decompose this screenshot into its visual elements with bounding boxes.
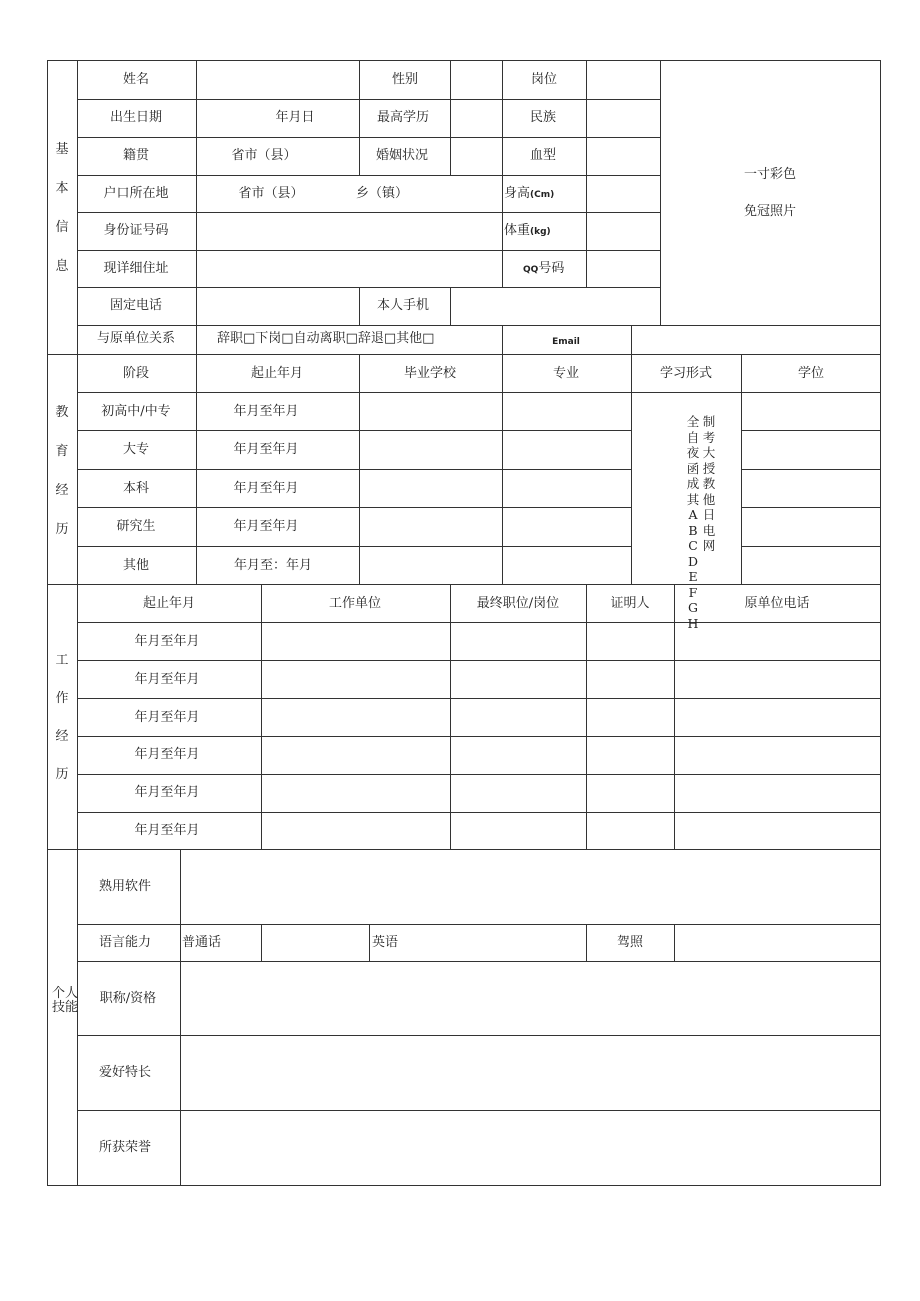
col-line — [502, 60, 503, 175]
birth-value: 年月日 — [275, 110, 315, 125]
col-line — [586, 60, 587, 287]
mandarin-label: 普通话 — [182, 935, 222, 950]
col-line — [674, 924, 675, 961]
edu-header-school: 毕业学校 — [403, 366, 457, 381]
edu-header-degree: 学位 — [797, 366, 825, 381]
row-line — [741, 507, 881, 508]
col-line — [359, 287, 360, 325]
relation-label: 与原单位关系 — [96, 331, 176, 346]
qq-label — [523, 261, 564, 278]
row-line — [77, 287, 661, 288]
height-label-text: 身高 — [504, 186, 531, 201]
table-border-top — [47, 60, 881, 61]
license-label: 驾照 — [616, 935, 644, 950]
mobile-label: 本人手机 — [376, 298, 430, 313]
position-label: 岗位 — [530, 72, 558, 87]
relation-options[interactable]: 辞职□下岗□自动离职□辞退□其他□ — [217, 331, 435, 346]
gender-label: 性别 — [391, 72, 419, 87]
row-line — [77, 961, 881, 962]
work-period: 年月至年月 — [134, 747, 200, 762]
study-modes-list — [682, 414, 722, 631]
section-label-line — [77, 60, 78, 1186]
english-label: 英语 — [372, 935, 399, 950]
col-line — [502, 175, 503, 287]
photo-text-2: 免冠照片 — [743, 204, 797, 219]
row-line — [77, 1110, 881, 1111]
col-line — [196, 60, 197, 354]
title-label: 职称/资格 — [99, 991, 157, 1006]
row-line — [77, 1035, 881, 1036]
edu-stage: 其他 — [122, 558, 150, 573]
edu-period: 年月至年月 — [233, 442, 299, 457]
row-line — [77, 622, 881, 623]
row-line — [77, 698, 881, 699]
col-line — [196, 354, 197, 584]
row-line — [77, 250, 661, 251]
edu-stage: 本科 — [122, 481, 150, 496]
work-header-phone: 原单位电话 — [744, 596, 810, 611]
edu-stage: 大专 — [122, 442, 150, 457]
work-period: 年月至年月 — [134, 710, 200, 725]
row-line — [77, 325, 881, 326]
name-label: 姓名 — [122, 72, 150, 87]
row-line — [77, 469, 631, 470]
section-title-skills-text: 个人技能 — [52, 986, 79, 1015]
section-title-basic-text: 基本信息 — [55, 142, 69, 274]
hukou-label: 户口所在地 — [103, 186, 169, 201]
col-line — [502, 325, 503, 354]
row-line — [77, 392, 881, 393]
section-title-work-text: 工作经历 — [55, 653, 69, 782]
col-line — [261, 924, 262, 961]
edu-period: 年月至年月 — [233, 404, 299, 419]
honor-label: 所获荣誉 — [98, 1140, 152, 1155]
phone-label: 固定电话 — [109, 298, 163, 313]
row-line — [741, 430, 881, 431]
section-title-education-text: 教育经历 — [55, 405, 69, 537]
row-line — [77, 546, 631, 547]
row-line — [77, 774, 881, 775]
col-line — [631, 354, 632, 584]
section-divider — [47, 584, 881, 585]
blood-label: 血型 — [529, 148, 557, 163]
edu-header-period: 起止年月 — [250, 366, 304, 381]
col-line — [450, 60, 451, 175]
qq-prefix: QQ — [523, 265, 539, 275]
row-line — [77, 99, 661, 100]
col-line — [741, 354, 742, 584]
hobby-label: 爱好特长 — [98, 1065, 152, 1080]
email-label: Email — [552, 337, 580, 347]
edu-header-mode: 学习形式 — [659, 366, 713, 381]
study-modes-col2: 制考大授教他日电网 — [702, 414, 716, 553]
work-header-title: 最终职位/岗位 — [476, 596, 560, 611]
study-modes-col1: 全自夜函成其ABCDEFGH — [686, 414, 700, 631]
row-line — [77, 175, 661, 176]
col-line — [450, 287, 451, 325]
row-line — [77, 736, 881, 737]
edu-stage: 研究生 — [116, 519, 156, 534]
table-border-left — [47, 60, 48, 1186]
height-unit: (Cm) — [530, 190, 555, 200]
work-header-company: 工作单位 — [328, 596, 382, 611]
col-line — [586, 584, 587, 849]
row-line — [77, 430, 631, 431]
edu-stage: 初高中/中专 — [101, 404, 171, 419]
work-period: 年月至年月 — [134, 634, 200, 649]
col-line — [502, 354, 503, 584]
section-title-basic — [52, 130, 72, 286]
row-line — [77, 924, 881, 925]
hukou-value-1: 省市（县） — [238, 186, 304, 201]
weight-label — [504, 223, 551, 240]
row-line — [77, 812, 881, 813]
work-period: 年月至年月 — [134, 672, 200, 687]
col-line — [261, 584, 262, 849]
work-period: 年月至年月 — [134, 785, 200, 800]
edu-header-major: 专业 — [552, 366, 580, 381]
birth-label: 出生日期 — [109, 110, 163, 125]
row-line — [77, 507, 631, 508]
row-line — [741, 469, 881, 470]
ethnicity-label: 民族 — [529, 110, 557, 125]
weight-unit: (kg) — [530, 227, 551, 237]
col-line — [586, 924, 587, 961]
edu-period: 年月至年月 — [233, 519, 299, 534]
photo-text-1: 一寸彩色 — [743, 167, 797, 182]
col-line — [359, 60, 360, 175]
work-header-period: 起止年月 — [142, 596, 196, 611]
education-label: 最高学历 — [376, 110, 430, 125]
address-label: 现详细住址 — [103, 261, 169, 276]
table-border-right — [880, 60, 881, 1186]
col-line — [450, 584, 451, 849]
edu-period: 年月至：年月 — [233, 558, 313, 573]
row-line — [77, 137, 661, 138]
weight-label-text: 体重 — [504, 223, 531, 238]
section-title-education — [52, 393, 72, 549]
language-label: 语言能力 — [98, 935, 152, 950]
row-line — [77, 212, 661, 213]
marital-label: 婚姻状况 — [375, 148, 429, 163]
software-label: 熟用软件 — [98, 879, 152, 894]
edu-period: 年月至年月 — [233, 481, 299, 496]
native-label: 籍贯 — [122, 148, 150, 163]
col-line — [674, 584, 675, 849]
edu-header-stage: 阶段 — [122, 366, 150, 381]
section-title-work — [52, 642, 72, 794]
work-header-reference: 证明人 — [610, 596, 650, 611]
hukou-value-2: 乡（镇） — [355, 186, 409, 201]
photo-box-line — [660, 60, 661, 325]
section-divider — [47, 849, 881, 850]
col-line — [180, 849, 181, 1185]
row-line — [741, 546, 881, 547]
qq-label-text: 号码 — [538, 261, 565, 276]
native-value: 省市（县） — [231, 148, 297, 163]
col-line — [631, 325, 632, 354]
table-border-bottom — [47, 1185, 881, 1186]
col-line — [369, 924, 370, 961]
height-label — [504, 186, 554, 203]
section-divider — [47, 354, 881, 355]
idcard-label: 身份证号码 — [103, 223, 169, 238]
row-line — [77, 660, 881, 661]
work-period: 年月至年月 — [134, 823, 200, 838]
col-line — [359, 354, 360, 584]
section-title-skills — [52, 986, 79, 1015]
